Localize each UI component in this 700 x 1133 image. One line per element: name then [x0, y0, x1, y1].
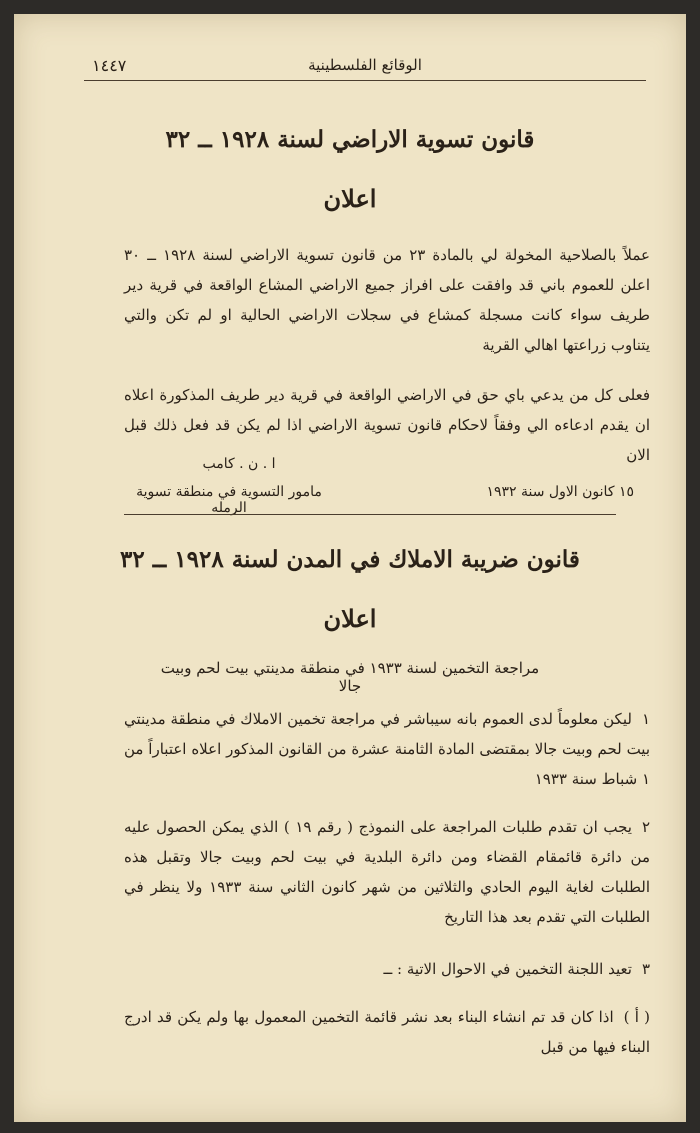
- section2-notice-heading: اعلان: [323, 604, 377, 633]
- item-3-text: تعيد اللجنة التخمين في الاحوال الاتية : ــ: [383, 960, 632, 978]
- subitem-a-label: ( أ ): [623, 1008, 650, 1026]
- section2-subitem-a: [124, 1002, 650, 1062]
- notice-date: ١٥ كانون الاول سنة ١٩٣٢: [486, 484, 634, 500]
- section2-item-2: [124, 812, 650, 932]
- item-2-number: ٢: [641, 818, 650, 836]
- section1-paragraph-2: فعلى كل من يدعي باي حق في الاراضي الواقعة في قرية دير طريف المذكورة اعلاه ان يقدم ادعاءه الي وفقاً لاحكام قانون تسوية الاراضي اذا لم يكن قد فعل ذلك قبل الان: [124, 386, 650, 464]
- signatory-name: ا . ن . كامب: [202, 456, 276, 472]
- page-number: ١٤٤٧: [92, 56, 127, 75]
- item-1-number: ١: [641, 710, 650, 728]
- document-page: [14, 14, 686, 1122]
- subitem-a-text: اذا كان قد تم انشاء البناء بعد نشر قائمة التخمين المعمول بها ولم يكن قد ادرج البناء فيها من قبل: [124, 1008, 650, 1056]
- item-1-text: ليكن معلوماً لدى العموم بانه سيباشر في مراجعة تخمين الاملاك في منطقة مدينتي بيت لحم وبيت جالا بمقتضى المادة الثامنة عشرة من القانون المذكور اعلاه اعتباراً من ١ شباط سنة ١٩٣٣: [124, 710, 650, 788]
- running-header: [84, 54, 646, 81]
- section2-subtitle: مراجعة التخمين لسنة ١٩٣٣ في منطقة مدينتي بيت لحم وبيت جالا: [160, 659, 540, 695]
- gazette-title: الوقائع الفلسطينية: [308, 56, 422, 74]
- section2-item-1: [124, 704, 650, 794]
- section1-paragraph-1: عملاً بالصلاحية المخولة لي بالمادة ٢٣ من قانون تسوية الاراضي لسنة ١٩٢٨ ــ ٣٠ اعلن للعموم باني قد وافقت على افراز جميع الاراضي المشاع الواقعة في قرية دير طريف سواء كانت مسجلة كمشاع في سجلات الاراضي الحالية او لم تكن والتي يتناوب زراعتها اهالي القرية: [124, 246, 650, 354]
- section2-title: قانون ضريبة الاملاك في المدن لسنة ١٩٢٨ ــ ٣٢: [120, 546, 580, 573]
- item-3-number: ٣: [641, 960, 650, 978]
- signatory-title: مامور التسوية في منطقة تسوية الرمله: [136, 484, 322, 516]
- section2-item-3: [124, 954, 650, 984]
- section1-title: قانون تسوية الاراضي لسنة ١٩٢٨ ــ ٣٢: [165, 126, 535, 153]
- item-2-text: يجب ان تقدم طلبات المراجعة على النموذج ( رقم ١٩ ) الذي يمكن الحصول عليه من دائرة قائمقام القضاء ومن دائرة البلدية في بيت لحم وبيت جالا وتقبل هذه الطلبات لغاية اليوم الحادي والثلاثين من شهر كانون الثاني سنة ١٩٣٣ ولا ينظر في الطلبات التي تقدم بعد هذا التاريخ: [124, 818, 650, 926]
- section1-notice-heading: اعلان: [323, 184, 377, 213]
- section-divider: [124, 514, 616, 515]
- page-content: [14, 14, 686, 1122]
